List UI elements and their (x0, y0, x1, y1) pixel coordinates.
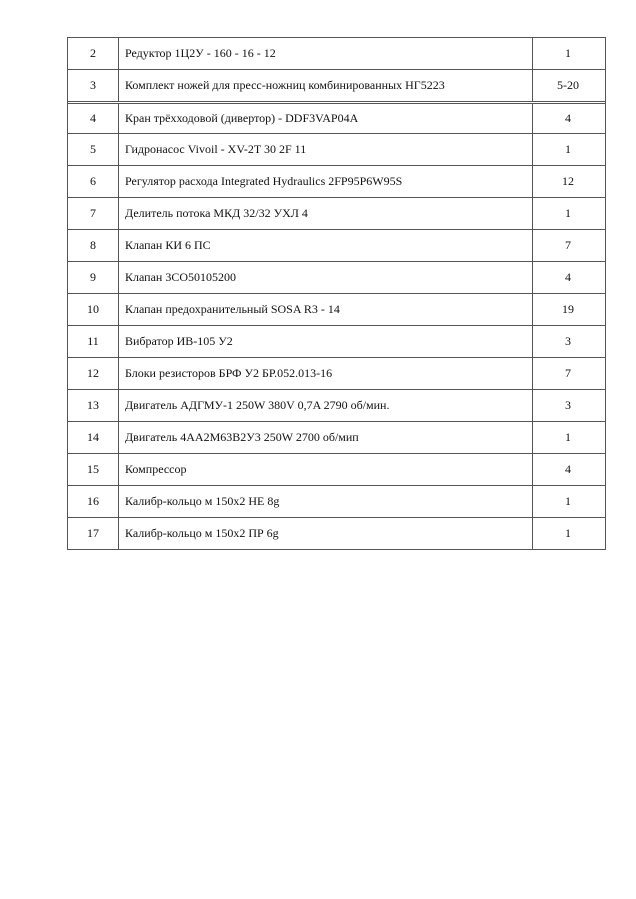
item-name: Калибр-кольцо м 150х2 НЕ 8g (119, 486, 533, 517)
item-quantity: 1 (565, 526, 571, 540)
row-number: 9 (68, 262, 119, 293)
table-row (68, 165, 605, 197)
row-number: 8 (68, 230, 119, 261)
item-quantity: 12 (562, 174, 574, 188)
item-quantity: 1 (565, 494, 571, 508)
item-name: Калибр-кольцо м 150х2 ПР 6g (119, 518, 533, 549)
item-name: Компрессор (119, 454, 533, 485)
row-number: 4 (68, 104, 119, 133)
item-quantity: 1 (565, 46, 571, 60)
table-row (68, 325, 605, 357)
row-number: 5 (68, 134, 119, 165)
item-name: Двигатель АДГМУ-1 250W 380V 0,7A 2790 об/мин. (119, 390, 533, 421)
row-number: 14 (68, 422, 119, 453)
item-name: Регулятор расхода Integrated Hydraulics 2FP95P6W95S (119, 166, 533, 197)
table-row (68, 485, 605, 517)
table-row (68, 421, 605, 453)
item-name: Кран трёхходовой (дивертор) - DDF3VAP04A (119, 104, 533, 133)
row-number: 6 (68, 166, 119, 197)
table-row (68, 261, 605, 293)
item-quantity: 1 (565, 142, 571, 156)
table-row (68, 389, 605, 421)
item-name: Двигатель 4АА2М63В2У3 250W 2700 об/мип (119, 422, 533, 453)
item-quantity: 1 (565, 206, 571, 220)
table-row (68, 37, 605, 69)
row-number: 2 (68, 38, 119, 69)
row-number: 17 (68, 518, 119, 549)
item-quantity: 3 (565, 334, 571, 348)
table-row (68, 453, 605, 485)
item-quantity: 4 (565, 462, 571, 476)
item-name: Гидронасос Vivoil - XV-2T 30 2F 11 (119, 134, 533, 165)
table-row (68, 69, 605, 101)
row-number: 12 (68, 358, 119, 389)
item-quantity: 7 (565, 238, 571, 252)
item-quantity: 4 (565, 270, 571, 284)
table-row (68, 229, 605, 261)
item-quantity: 19 (562, 302, 574, 316)
table-row (68, 197, 605, 229)
item-name: Клапан КИ 6 ПС (119, 230, 533, 261)
row-number: 16 (68, 486, 119, 517)
table-row (68, 357, 605, 389)
row-number: 15 (68, 454, 119, 485)
table-row (68, 101, 605, 133)
item-name: Клапан предохранительный SOSA R3 - 14 (119, 294, 533, 325)
row-number: 10 (68, 294, 119, 325)
row-number: 7 (68, 198, 119, 229)
table-row (68, 293, 605, 325)
equipment-table (67, 37, 606, 550)
table-row (68, 517, 605, 549)
item-quantity: 1 (565, 430, 571, 444)
item-quantity: 4 (565, 111, 571, 125)
item-quantity: 3 (565, 398, 571, 412)
item-name: Редуктор 1Ц2У - 160 - 16 - 12 (119, 38, 533, 69)
row-number: 3 (68, 70, 119, 101)
item-quantity: 7 (565, 366, 571, 380)
item-name: Вибратор ИВ-105 У2 (119, 326, 533, 357)
item-name: Делитель потока МКД 32/32 УХЛ 4 (119, 198, 533, 229)
row-number: 13 (68, 390, 119, 421)
row-number: 11 (68, 326, 119, 357)
item-name: Комплект ножей для пресс-ножниц комбинированных НГ5223 (119, 70, 533, 101)
item-name: Блоки резисторов БРФ У2 БР.052.013-16 (119, 358, 533, 389)
item-quantity: 5-20 (557, 78, 579, 92)
table-row (68, 133, 605, 165)
item-name: Клапан 3СО50105200 (119, 262, 533, 293)
